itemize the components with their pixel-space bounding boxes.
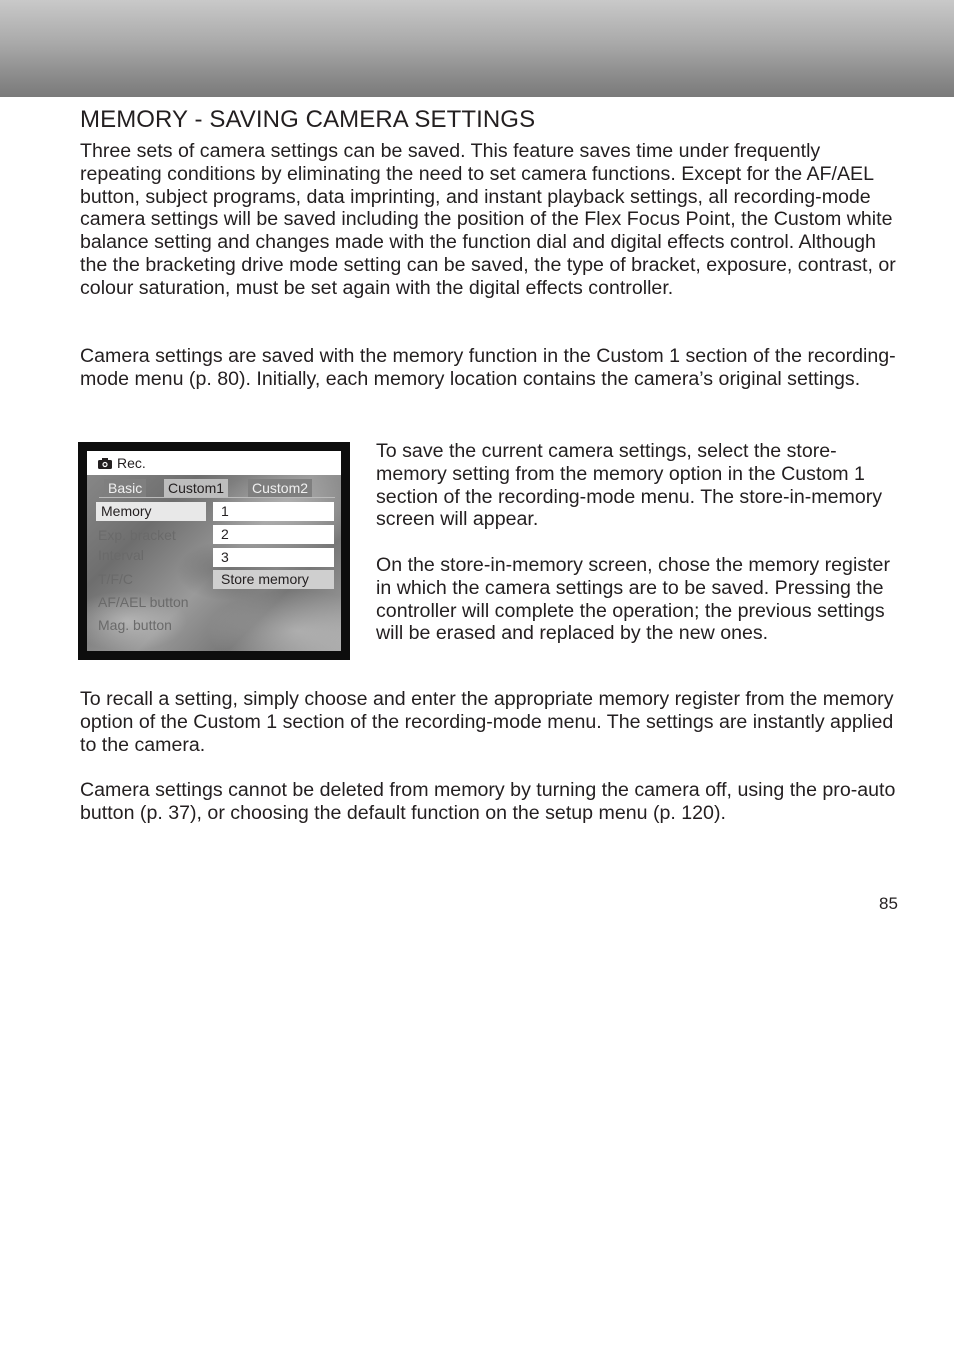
recall-paragraph: To recall a setting, simply choose and enter the appropriate memory register from the memory option of the Custom 1 section of the recording-mode menu. The settings are instantly applied to the camera.: [80, 688, 894, 756]
rec-mode-label: Rec.: [117, 455, 146, 471]
memory-option-3[interactable]: 3: [213, 548, 334, 567]
menu-item-af-ael-button[interactable]: AF/AEL button: [98, 594, 189, 610]
header-band: [0, 0, 954, 97]
rec-mode-bar: [87, 451, 341, 475]
camera-icon: [98, 458, 112, 469]
camera-screen-display: [87, 451, 341, 651]
page-title: MEMORY - SAVING CAMERA SETTINGS: [80, 106, 536, 133]
store-screen-paragraph: On the store-in-memory screen, chose the memory register in which the camera settings are to be saved. Pressing the controller will complete the operation; the previous settings will be erased and replaced by the new ones.: [376, 554, 890, 645]
tab-custom2[interactable]: Custom2: [248, 479, 312, 497]
camera-screen-illustration: [78, 442, 350, 660]
menu-location-paragraph: Camera settings are saved with the memory function in the Custom 1 section of the recording-mode menu (p. 80). Initially, each memory location contains the camera’s original settings.: [80, 345, 896, 390]
tab-divider: [99, 497, 335, 498]
menu-item-mag-button[interactable]: Mag. button: [98, 617, 172, 633]
memory-option-2[interactable]: 2: [213, 525, 334, 544]
tab-custom1[interactable]: Custom1: [164, 479, 228, 497]
intro-paragraph: Three sets of camera settings can be saved. This feature saves time under frequently repeating conditions by eliminating the need to set camera functions. Except for the AF/AEL button, subject programs, data imprinting, and instant playback settings, all recording-mode camera settings will be saved including the position of the Flex Focus Point, the Custom white balance setting and changes made with the function dial and digital effects control. Although the the bracketing drive mode setting can be saved, the type of bracket, exposure, contrast, or colour saturation, must be set again with the digital effects controller.: [80, 140, 896, 299]
tab-basic[interactable]: Basic: [104, 479, 146, 497]
page-number: 85: [879, 894, 898, 913]
menu-item-memory[interactable]: Memory: [96, 502, 206, 521]
memory-option-1[interactable]: 1: [213, 502, 334, 521]
menu-item-interval[interactable]: Interval: [98, 547, 144, 563]
menu-item-exp-bracket[interactable]: Exp. bracket: [98, 527, 176, 543]
memory-option-store[interactable]: Store memory: [213, 570, 334, 589]
not-deleted-paragraph: Camera settings cannot be deleted from memory by turning the camera off, using the pro-auto button (p. 37), or choosing the default function on the setup menu (p. 120).: [80, 779, 896, 824]
menu-item-tfc[interactable]: T/F/C: [98, 571, 133, 587]
to-save-paragraph: To save the current camera settings, select the store-memory setting from the memory option in the Custom 1 section of the recording-mode menu. The store-in-memory screen will appear.: [376, 440, 883, 531]
